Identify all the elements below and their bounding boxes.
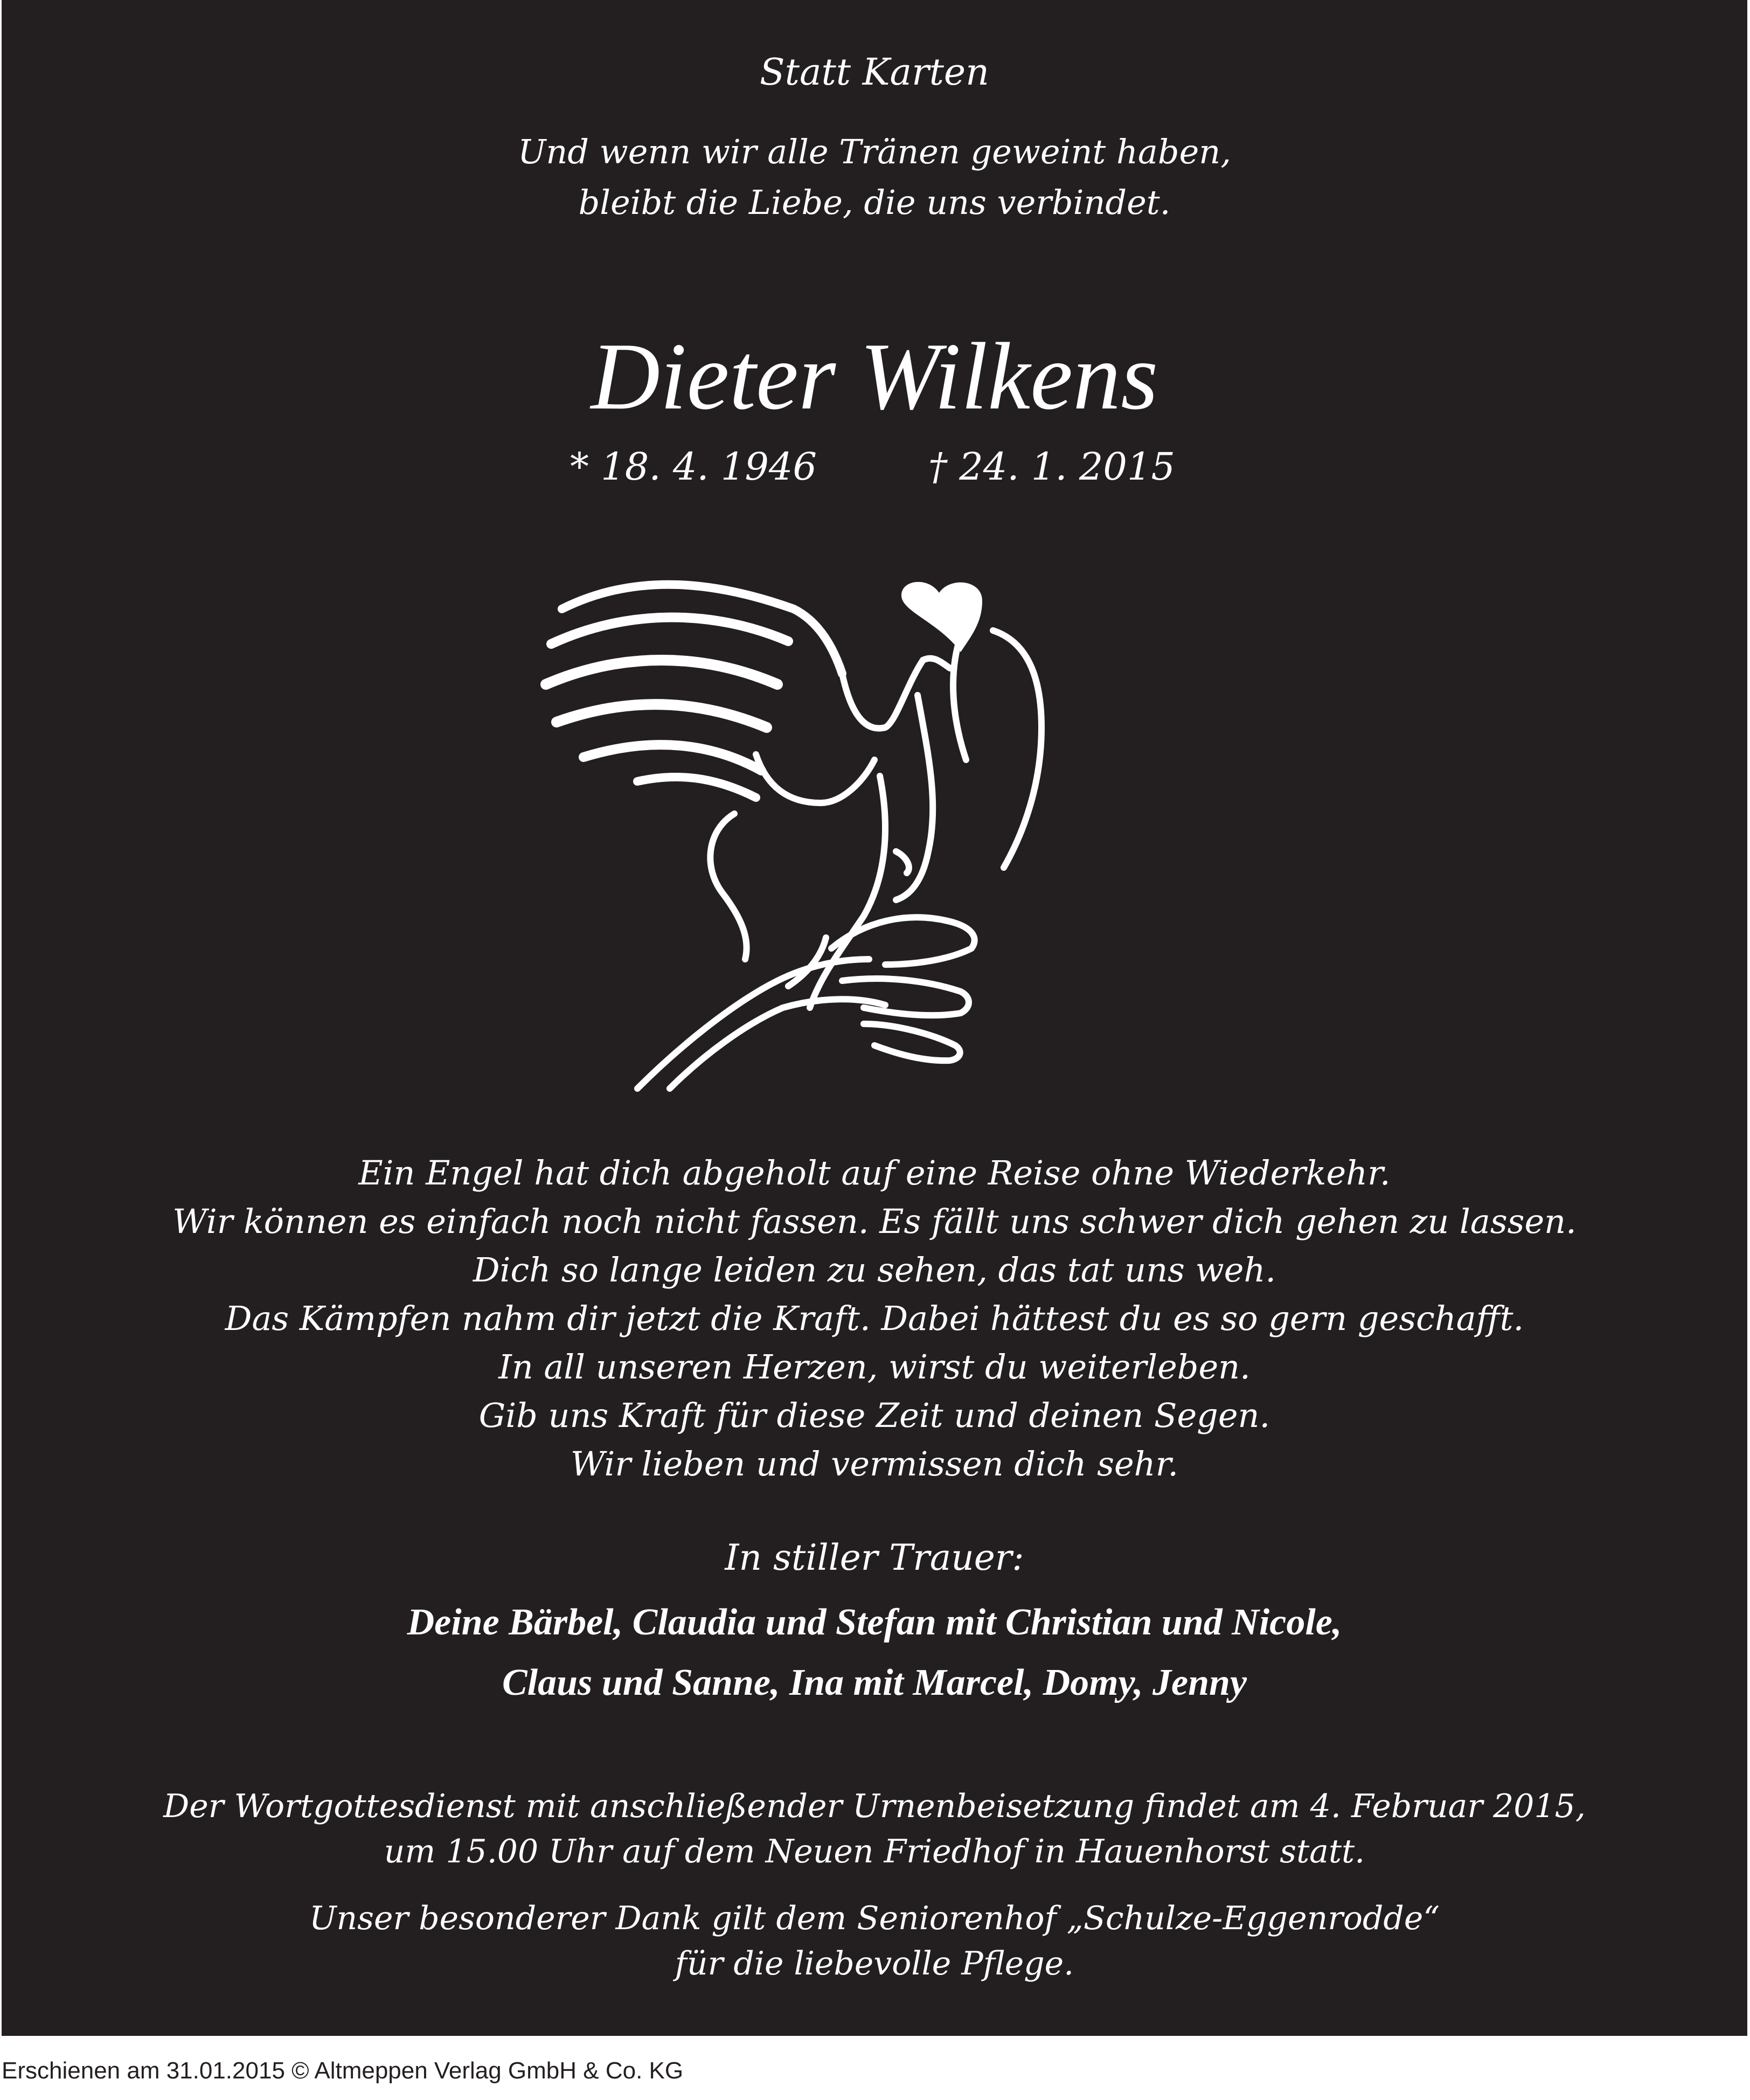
publication-footer: Erschienen am 31.01.2015 © Altmeppen Verlag GmbH & Co. KG [2,2057,684,2084]
mourners-line: Claus und Sanne, Ina mit Marcel, Domy, Jenny [502,1662,1247,1703]
poem-line: Wir lieben und vermissen dich sehr. [570,1444,1179,1484]
birth-date: * 18. 4. 1946 [570,445,817,489]
thanks-line: für die liebevolle Pflege. [675,1945,1074,1983]
obituary-notice [2,0,1747,2036]
thanks-line: Unser besonderer Dank gilt dem Seniorenhof „Schulze-Eggenrodde“ [309,1900,1440,1937]
poem-line: Das Kämpfen nahm dir jetzt die Kraft. Dabei hättest du es so gern geschafft. [225,1299,1524,1338]
intro-text: Statt Karten [760,51,989,94]
poem-line: Gib uns Kraft für diese Zeit und deinen Segen. [478,1396,1270,1435]
mourners-line: Deine Bärbel, Claudia und Stefan mit Christian und Nicole, [407,1602,1342,1643]
motto-quote [2,127,1747,228]
angel-illustration [540,550,1144,1094]
mourners-list [2,1592,1747,1713]
poem-line: Ein Engel hat dich abgeholt auf eine Reise ohne Wiederkehr. [358,1153,1391,1193]
poem-line: Wir können es einfach noch nicht fassen. Es fällt uns schwer dich gehen zu lassen. [172,1202,1577,1241]
service-info [2,1784,1747,1874]
deceased-name: Dieter Wilkens [591,323,1158,429]
mourning-heading: In stiller Trauer: [725,1537,1024,1578]
thanks-note [2,1896,1747,1986]
death-date: † 24. 1. 2015 [928,445,1176,489]
poem-line: In all unseren Herzen, wirst du weiterleben. [498,1347,1251,1387]
motto-line: bleibt die Liebe, die uns verbindet. [578,183,1171,222]
service-line: um 15.00 Uhr auf dem Neuen Friedhof in Hauenhorst statt. [384,1833,1365,1870]
service-line: Der Wortgottesdienst mit anschließender Urnenbeisetzung findet am 4. Februar 2015, [163,1787,1586,1825]
poem [2,1149,1747,1488]
poem-line: Dich so lange leiden zu sehen, das tat uns weh. [473,1250,1276,1290]
motto-line: Und wenn wir alle Tränen geweint haben, [518,132,1231,171]
